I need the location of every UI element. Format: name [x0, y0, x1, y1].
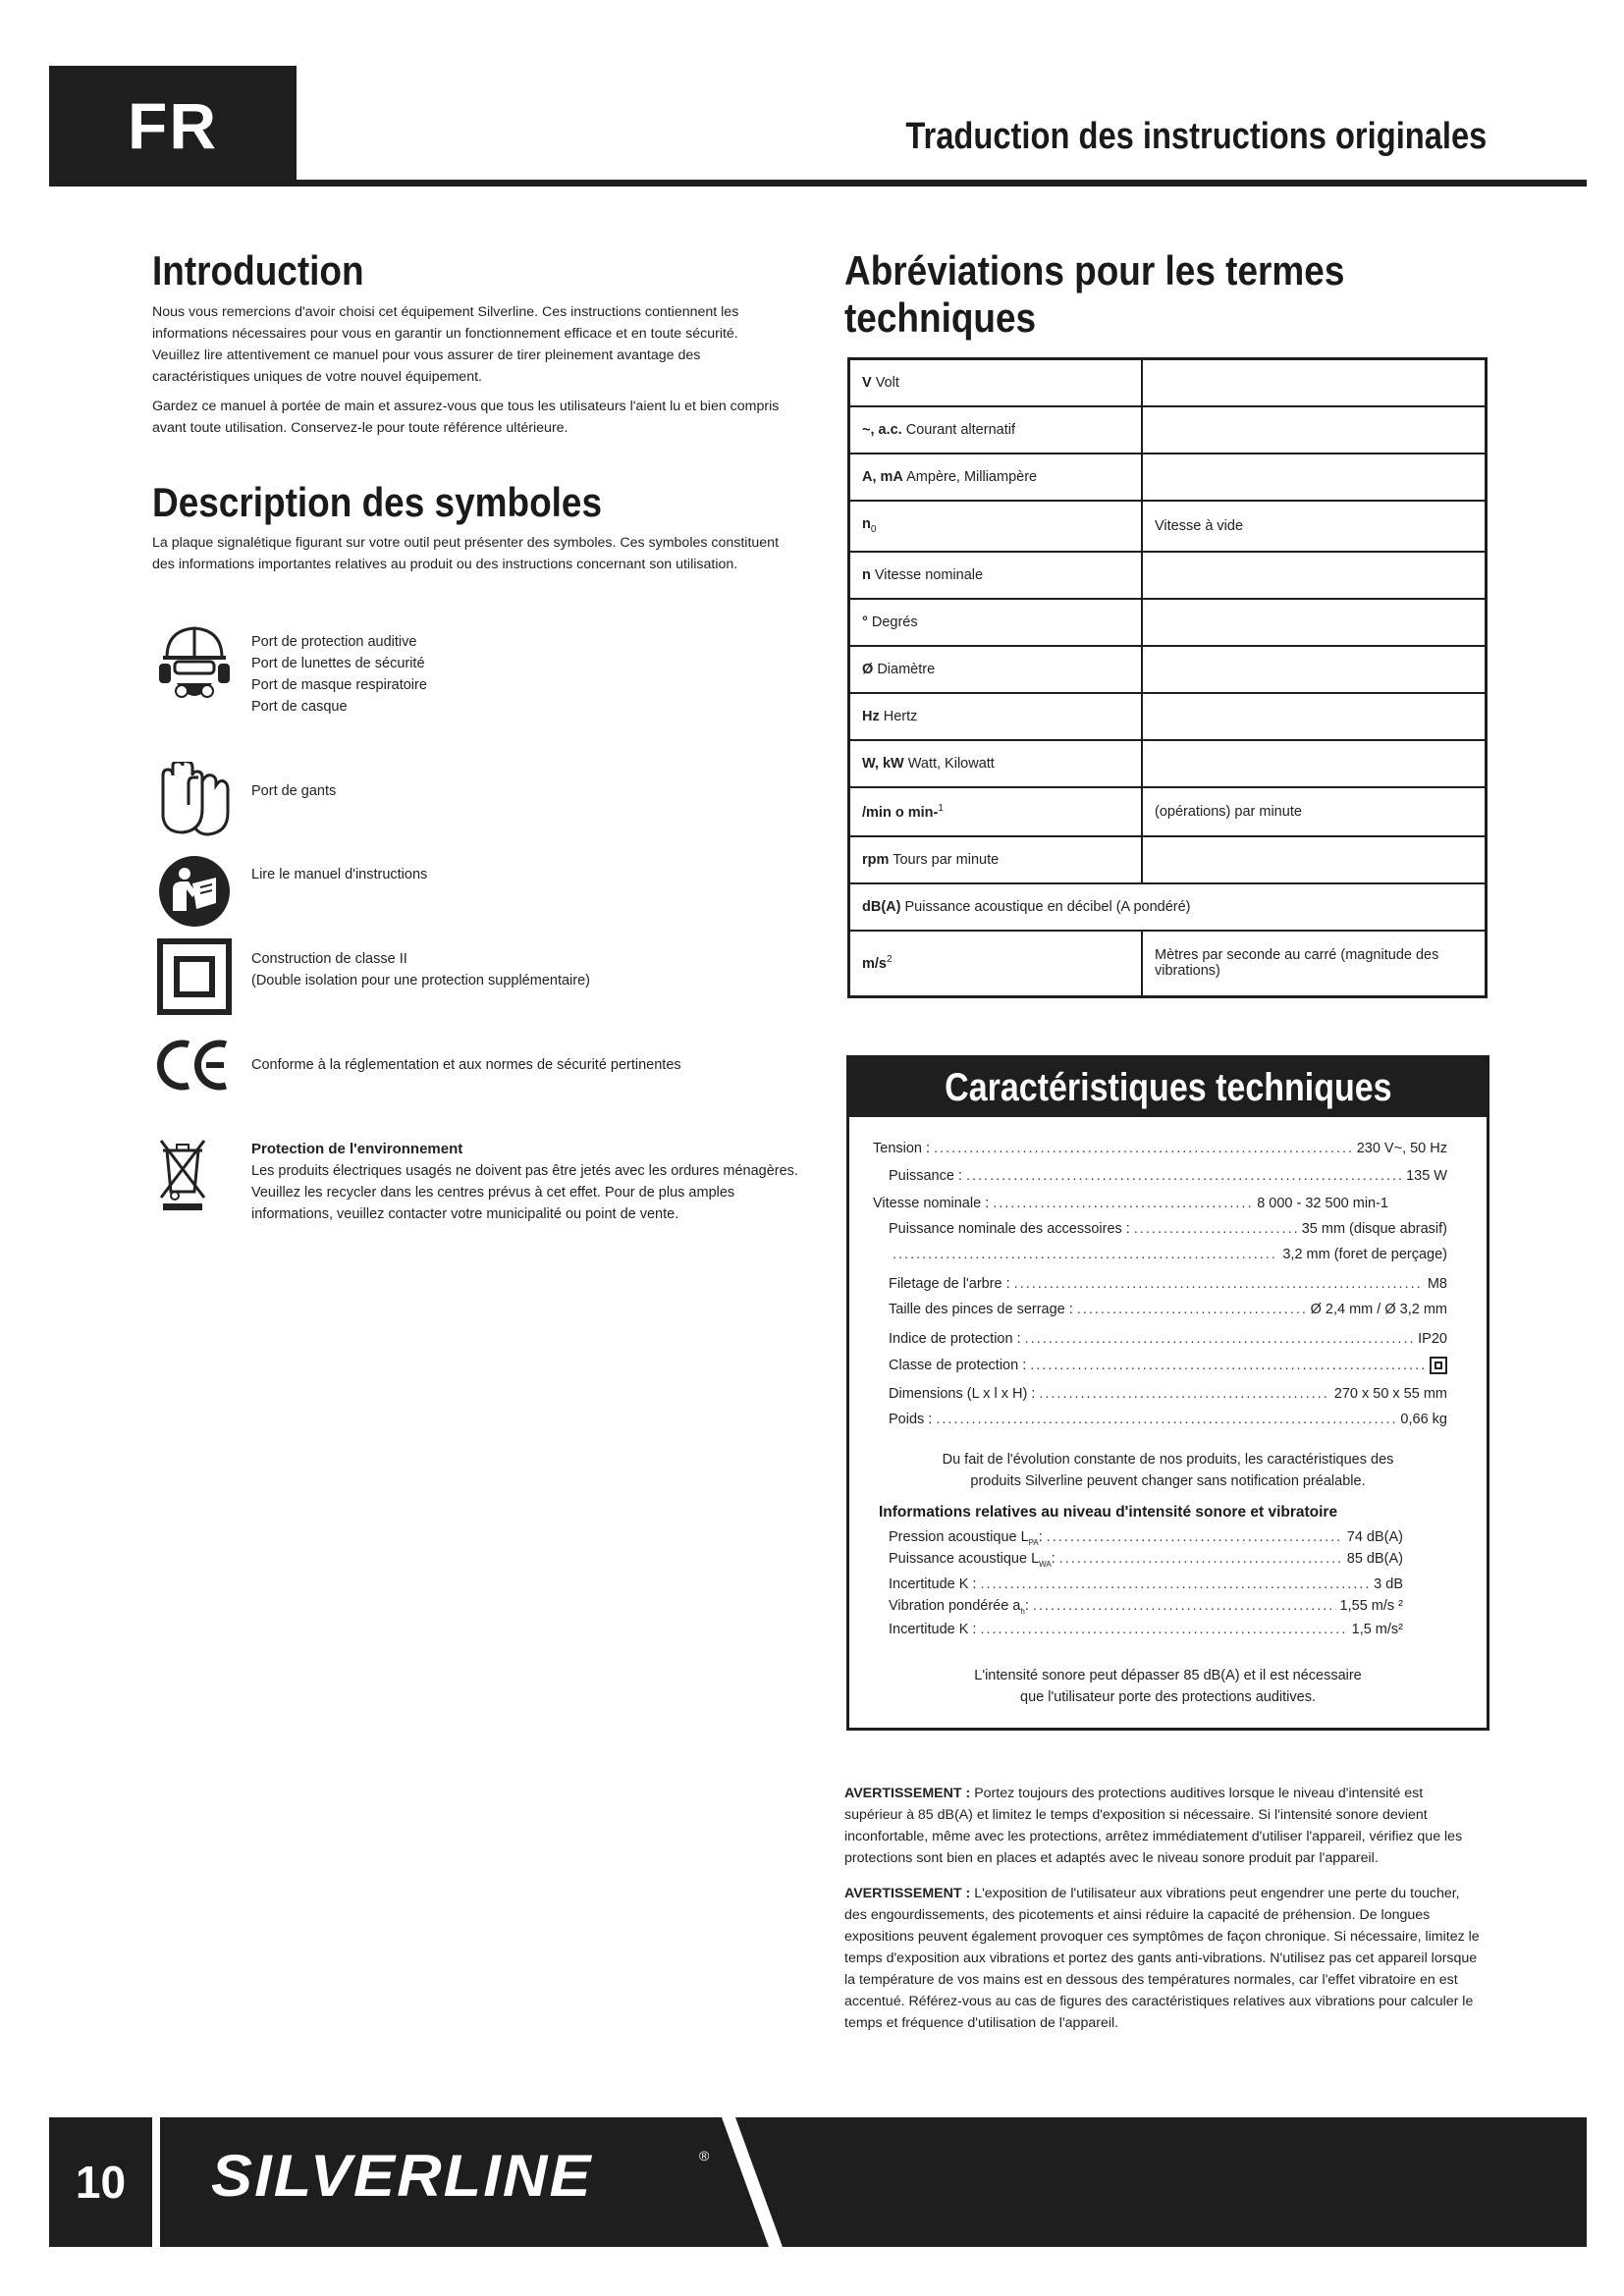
spec-leader	[934, 1141, 1353, 1156]
abbr-key: Hz	[862, 708, 880, 724]
table-cell	[1142, 406, 1487, 454]
spec-label: Tension :	[873, 1141, 931, 1156]
spec-value: M8	[1427, 1276, 1447, 1292]
sound-label: Incertitude K :	[889, 1622, 977, 1637]
sound-value: 1,55 m/s ²	[1339, 1598, 1403, 1614]
class-ii-line: (Double isolation pour une protection supplémentaire)	[251, 973, 590, 988]
intro-heading: Introduction	[152, 247, 364, 294]
ppe-item: Port de protection auditive	[251, 634, 417, 650]
table-row	[849, 646, 1487, 693]
footer-accent-stripe	[722, 2117, 1587, 2247]
spec-label: Taille des pinces de serrage :	[889, 1302, 1073, 1317]
abbr-text: Watt, Kilowatt	[907, 755, 995, 772]
abbr-sup: 2	[887, 954, 893, 966]
spec-row	[889, 1276, 1447, 1292]
table-row	[849, 693, 1487, 740]
abbreviations-heading-line1: Abréviations pour les termes	[844, 247, 1345, 294]
environment-title: Protection de l'environnement	[251, 1141, 463, 1157]
table-cell	[849, 693, 1143, 740]
spec-leader	[1014, 1276, 1424, 1292]
spec-leader	[1047, 1529, 1343, 1545]
environment-text	[251, 1139, 801, 1225]
table-row	[849, 406, 1487, 454]
spec-leader	[1059, 1551, 1343, 1567]
registered-mark: ®	[699, 2148, 710, 2163]
spec-row	[889, 1331, 1447, 1347]
abbreviations-heading-line2: techniques	[844, 294, 1037, 341]
sound-label-sub: WA	[1039, 1559, 1052, 1569]
sound-label-text: Vibration pondérée a	[889, 1598, 1021, 1614]
table-row	[849, 552, 1487, 599]
class-ii-text	[251, 948, 590, 991]
warning-text: Portez toujours des protections auditives lorsque le niveau d'intensité est supérieur à 85 dB(A) et limitez le temps d'exposition si nécessaire. Si l'intensité sonore devient inconfortable, même avec les protections, arrêtez immédiatement d'utiliser l'appareil, vérifiez que les protections sont bien en places et adaptés avec le niveau sonore produit par l'appareil.	[844, 1786, 1463, 1866]
spec-leader	[993, 1196, 1253, 1211]
abbr-text: Puissance acoustique en décibel (A pondéré)	[904, 898, 1191, 915]
gloves-icon	[155, 762, 236, 836]
ppe-item: Port de casque	[251, 699, 348, 715]
abbr-key: V	[862, 374, 872, 391]
table-cell	[849, 359, 1143, 406]
abbr-sub: 0	[870, 523, 877, 535]
ppe-icon	[155, 624, 234, 711]
spec-leader	[966, 1168, 1402, 1184]
sound-vibration-title: Informations relatives au niveau d'intensité sonore et vibratoire	[879, 1504, 1338, 1521]
abbr-sup: 1	[938, 802, 944, 814]
table-cell	[849, 787, 1143, 836]
spec-row	[889, 1302, 1447, 1317]
abbr-text: Hertz	[883, 708, 918, 724]
abbr-text: Courant alternatif	[905, 421, 1015, 438]
table-cell	[1142, 836, 1487, 883]
specifications-box	[846, 1055, 1489, 1731]
sound-label-sub: PA	[1028, 1537, 1039, 1547]
sound-row	[889, 1622, 1403, 1637]
spec-row	[873, 1141, 1447, 1156]
intro-paragraph-1: Nous vous remercions d'avoir choisi cet équipement Silverline. Ces instructions contiennent les informations nécessaires pour vous en garantir un fonctionnement efficace et en toute sécurité. Veuillez lire attentivement ce manuel pour vous assurer de tirer pleinement avantage des caractéristiques uniques de votre nouvel équipement.	[152, 304, 739, 385]
specifications-heading	[849, 1058, 1487, 1117]
abbr-text: Tours par minute	[893, 851, 1000, 868]
spec-label: Dimensions (L x l x H) :	[889, 1386, 1036, 1402]
spec-value: 270 x 50 x 55 mm	[1333, 1386, 1447, 1402]
spec-value: 230 V~, 50 Hz	[1356, 1141, 1447, 1156]
abbr-key: W, kW	[862, 755, 904, 772]
warning-label: AVERTISSEMENT :	[844, 1886, 971, 1901]
spec-value: 0,66 kg	[1400, 1412, 1447, 1427]
table-cell	[1142, 359, 1487, 406]
table-row	[849, 359, 1487, 406]
warning-label: AVERTISSEMENT :	[844, 1786, 971, 1801]
sound-label-sub: h	[1020, 1606, 1025, 1616]
footer-separator	[152, 2117, 160, 2247]
abbr-text: Volt	[875, 374, 899, 391]
table-cell: (opérations) par minute	[1142, 787, 1487, 836]
spec-value: 3,2 mm (foret de perçage)	[1282, 1247, 1447, 1262]
header-rule	[49, 180, 1587, 187]
spec-label: Poids :	[889, 1412, 933, 1427]
warning-text: L'exposition de l'utilisateur aux vibrations peut engendrer une perte du toucher, des engourdissements, des picotements et ainsi réduire la capacité de préhension. De longues expositions peuvent également provoquer ces symptômes de façon chronique. Si nécessaire, limitez le temps d'exposition aux vibrations et portez des gants anti-vibrations. N'utilisez pas cet appareil lorsque la température de vos mains est en dessous des températures normales, car l'effet vibratoire en est accentué. Référez-vous au cas de figures des caractéristiques relatives aux vibrations pour calculer le temps et fréquence d'utilisation de l'appareil.	[844, 1886, 1480, 2031]
spec-row	[873, 1196, 1388, 1211]
spec-notice-line: produits Silverline peuvent changer sans notification préalable.	[970, 1473, 1366, 1489]
abbr-text: Vitesse nominale	[874, 566, 984, 583]
ppe-item: Port de masque respiratoire	[251, 677, 427, 693]
sound-notice	[849, 1665, 1487, 1708]
sound-row	[889, 1598, 1403, 1616]
abbr-key: m/s	[862, 956, 887, 973]
warning-vibration	[844, 1883, 1483, 2034]
ppe-item: Port de lunettes de sécurité	[251, 656, 425, 671]
sound-label-text: Puissance acoustique L	[889, 1551, 1040, 1567]
sound-value: 1,5 m/s²	[1351, 1622, 1403, 1637]
table-row	[849, 740, 1487, 787]
sound-notice-line: L'intensité sonore peut dépasser 85 dB(A) et il est nécessaire	[974, 1668, 1362, 1683]
abbr-key: n	[862, 566, 871, 583]
spec-value: Ø 2,4 mm / Ø 3,2 mm	[1310, 1302, 1447, 1317]
weee-bin-icon	[157, 1137, 208, 1211]
class-ii-small-icon	[1430, 1357, 1447, 1374]
class-ii-icon	[157, 938, 232, 1015]
spec-value: IP20	[1418, 1331, 1447, 1347]
spec-row	[889, 1357, 1447, 1374]
spec-label: Puissance :	[889, 1168, 962, 1184]
language-code: FR	[128, 89, 218, 162]
read-manual-label: Lire le manuel d'instructions	[251, 867, 428, 882]
table-cell	[849, 646, 1143, 693]
table-cell	[849, 501, 1143, 552]
sound-row	[889, 1529, 1403, 1547]
sound-label: Incertitude K :	[889, 1576, 977, 1592]
page-number: 10	[75, 2157, 127, 2208]
spec-label: Filetage de l'arbre :	[889, 1276, 1010, 1292]
ppe-list	[251, 631, 427, 718]
table-row	[849, 599, 1487, 646]
spec-leader	[893, 1247, 1278, 1262]
spec-leader	[980, 1576, 1370, 1592]
spec-leader	[1134, 1221, 1298, 1237]
spec-leader	[980, 1622, 1347, 1637]
table-cell	[1142, 740, 1487, 787]
table-cell	[849, 836, 1143, 883]
specifications-title: Caractéristiques techniques	[944, 1065, 1392, 1109]
spec-value	[1430, 1357, 1447, 1374]
table-cell	[849, 454, 1143, 501]
spec-value: 8 000 - 32 500 min-1	[1257, 1196, 1388, 1211]
spec-leader	[1039, 1386, 1329, 1402]
abbr-text: Diamètre	[877, 661, 936, 677]
brand-logo: SILVERLINE	[211, 2143, 593, 2209]
spec-row	[889, 1412, 1447, 1427]
symbols-intro: La plaque signalétique figurant sur votre outil peut présenter des symboles. Ces symboles constituent des informations importantes relatives au produit ou des instructions concernant son utilisation.	[152, 535, 780, 572]
abbr-key: n	[862, 516, 871, 533]
gloves-label: Port de gants	[251, 783, 337, 799]
table-cell	[1142, 454, 1487, 501]
spec-row	[889, 1221, 1447, 1237]
warning-hearing	[844, 1783, 1483, 1869]
table-cell	[1142, 646, 1487, 693]
abbr-key: °	[862, 614, 868, 630]
abbr-key: ~, a.c.	[862, 421, 902, 438]
spec-leader	[1030, 1358, 1426, 1373]
table-cell	[1142, 693, 1487, 740]
spec-label: Classe de protection :	[889, 1357, 1027, 1373]
abbr-key: /min o min-	[862, 804, 939, 821]
abbr-key: Ø	[862, 661, 874, 677]
table-row	[849, 501, 1487, 552]
sound-label: Vibration pondérée $a_h$:	[889, 1598, 1029, 1616]
spec-value: 35 mm (disque abrasif)	[1301, 1221, 1447, 1237]
spec-value: 135 W	[1406, 1168, 1447, 1184]
sound-label: Puissance acoustique $L_{WA}$:	[889, 1551, 1056, 1569]
page-title: Traduction des instructions originales	[905, 116, 1487, 157]
spec-label: Vitesse nominale :	[873, 1196, 990, 1211]
sound-label-text: Pression acoustique L	[889, 1529, 1029, 1545]
abbr-key: A, mA	[862, 468, 903, 485]
class-ii-line: Construction de classe II	[251, 951, 407, 967]
sound-label: Pression acoustique $L_{PA}$:	[889, 1529, 1043, 1547]
table-cell	[849, 883, 1487, 931]
spec-leader	[1025, 1331, 1415, 1347]
table-row	[849, 931, 1487, 997]
read-manual-icon	[157, 854, 232, 929]
table-cell	[1142, 552, 1487, 599]
spec-notice	[849, 1449, 1487, 1492]
table-cell	[849, 552, 1143, 599]
table-cell	[849, 931, 1143, 997]
table-cell: Mètres par seconde au carré (magnitude des vibrations)	[1142, 931, 1487, 997]
symbols-heading: Description des symboles	[152, 479, 603, 525]
abbr-key: rpm	[862, 851, 890, 868]
table-cell	[849, 599, 1143, 646]
abbr-text: Degrés	[871, 614, 918, 630]
environment-body: Les produits électriques usagés ne doivent pas être jetés avec les ordures ménagères. Veuillez les recycler dans les centres prévus à cet effet. Pour de plus amples informations, veuillez contacter votre municipalité ou point de vente.	[251, 1163, 798, 1222]
sound-notice-line: que l'utilisateur porte des protections auditives.	[1020, 1689, 1316, 1705]
spec-leader	[1033, 1598, 1336, 1614]
sound-value: 85 dB(A)	[1346, 1551, 1403, 1567]
abbreviations-table	[847, 357, 1488, 998]
spec-leader	[1077, 1302, 1307, 1317]
spec-row	[889, 1247, 1447, 1262]
sound-row	[889, 1576, 1403, 1592]
spec-leader	[936, 1412, 1396, 1427]
table-row	[849, 787, 1487, 836]
sound-value: 3 dB	[1374, 1576, 1403, 1592]
spec-label: Puissance nominale des accessoires :	[889, 1221, 1130, 1237]
language-tab	[49, 66, 297, 186]
spec-row	[889, 1168, 1447, 1184]
spec-row	[889, 1386, 1447, 1402]
table-cell	[849, 406, 1143, 454]
intro-paragraph-2: Gardez ce manuel à portée de main et assurez-vous que tous les utilisateurs l'aient lu et bien compris avant toute utilisation. Conservez-le pour toute référence ultérieure.	[152, 399, 780, 436]
spec-notice-line: Du fait de l'évolution constante de nos produits, les caractéristiques des	[942, 1452, 1394, 1468]
spec-label: Indice de protection :	[889, 1331, 1021, 1347]
table-cell	[1142, 599, 1487, 646]
sound-value: 74 dB(A)	[1346, 1529, 1403, 1545]
ce-mark-icon	[157, 1039, 230, 1092]
sound-row	[889, 1551, 1403, 1569]
table-row	[849, 454, 1487, 501]
abbreviations-heading	[844, 247, 1344, 342]
table-cell	[849, 740, 1143, 787]
ce-label: Conforme à la réglementation et aux normes de sécurité pertinentes	[251, 1057, 681, 1073]
abbr-key: dB(A)	[862, 898, 901, 915]
abbr-text: Ampère, Milliampère	[906, 468, 1038, 485]
table-row	[849, 883, 1487, 931]
table-row	[849, 836, 1487, 883]
table-cell: Vitesse à vide	[1142, 501, 1487, 552]
